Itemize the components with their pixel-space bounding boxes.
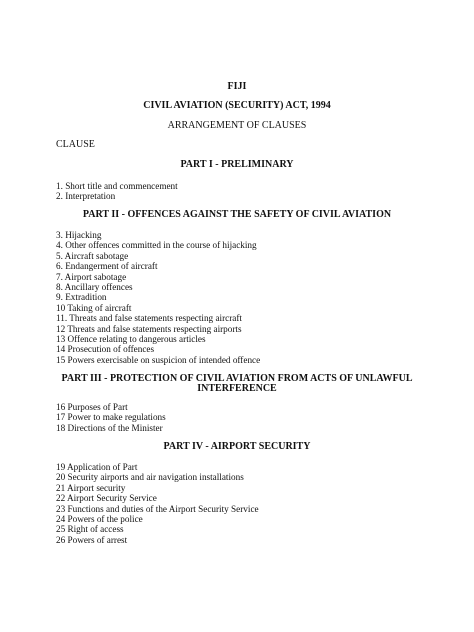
list-item: 14 Prosecution of offences [56, 344, 155, 355]
part-heading: PART IV - AIRPORT SECURITY [163, 441, 311, 452]
part-heading-continued: INTERFERENCE [197, 383, 277, 394]
list-item: 20 Security airports and air navigation installations [56, 472, 244, 483]
list-item: 8. Ancillary offences [56, 282, 133, 293]
act-title: CIVIL AVIATION (SECURITY) ACT, 1994 [143, 100, 331, 111]
list-item: 12 Threats and false statements respecting airports [56, 323, 242, 334]
list-item: 10 Taking of aircraft [56, 302, 132, 313]
part-heading: PART II - OFFENCES AGAINST THE SAFETY OF CIVIL AVIATION [82, 209, 392, 220]
part-heading: PART III - PROTECTION OF CIVIL AVIATION FROM ACTS OF UNLAWFUL [61, 373, 413, 384]
list-item: 2. Interpretation [56, 191, 116, 202]
country-heading: FIJI [227, 81, 247, 92]
list-item: 24 Powers of the police [56, 514, 143, 525]
list-item: 17 Power to make regulations [56, 412, 166, 423]
arrangement-heading: ARRANGEMENT OF CLAUSES [167, 120, 307, 131]
list-item: 5. Aircraft sabotage [56, 250, 129, 261]
list-item: 19 Application of Part [56, 462, 138, 472]
list-item: 18 Directions of the Minister [56, 422, 163, 433]
list-item: 6. Endangerment of aircraft [56, 261, 158, 272]
list-item: 25 Right of access [56, 524, 124, 535]
part-heading: PART I - PRELIMINARY [180, 159, 294, 170]
list-item: 9. Extradition [56, 292, 107, 303]
clause-list [56, 230, 260, 365]
list-item: 4. Other offences committed in the course of hijacking [56, 240, 257, 251]
clause-list [56, 462, 259, 545]
list-item: 15 Powers exercisable on suspicion of intended offence [56, 354, 261, 365]
list-item: 7. Airport sabotage [56, 271, 127, 282]
list-item: 22 Airport Security Service [56, 493, 157, 504]
list-item: 13 Offence relating to dangerous articles [56, 334, 206, 345]
list-item: 23 Functions and duties of the Airport Security Service [56, 503, 259, 514]
clause-list [56, 402, 166, 433]
list-item: 3. Hijacking [56, 230, 102, 240]
list-item: 21 Airport security [56, 482, 126, 493]
clause-label: CLAUSE [56, 139, 95, 150]
list-item: 11. Threats and false statements respecting aircraft [56, 313, 242, 324]
list-item: 1. Short title and commencement [56, 181, 178, 191]
clause-list [56, 181, 178, 202]
list-item: 26 Powers of arrest [56, 534, 128, 545]
list-item: 16 Purposes of Part [56, 402, 128, 412]
